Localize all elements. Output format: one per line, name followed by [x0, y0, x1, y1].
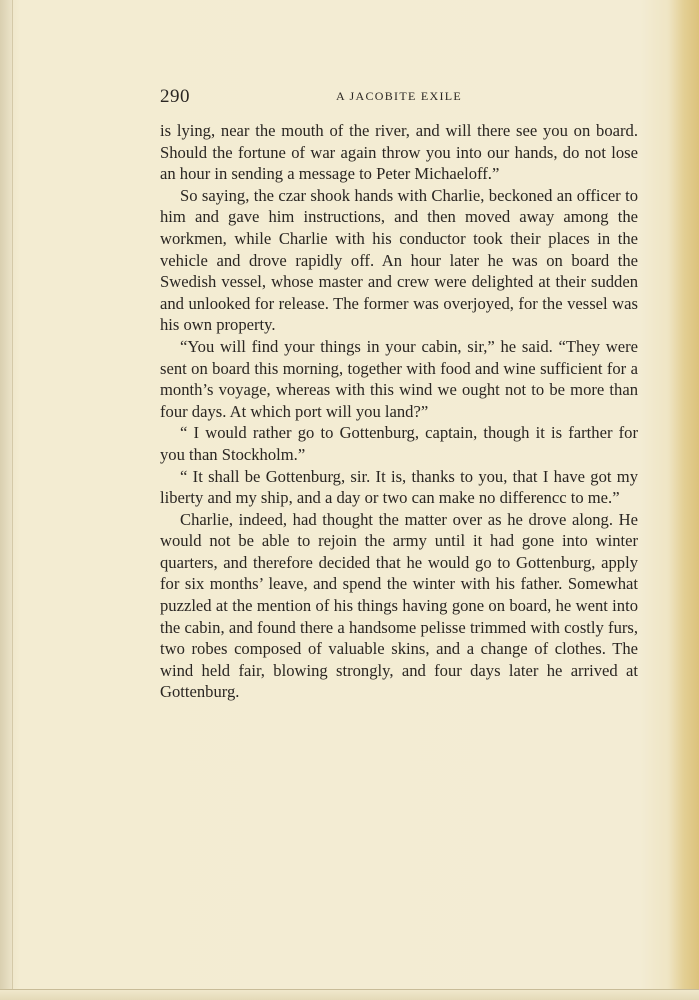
page-body	[160, 120, 638, 703]
page-number: 290	[160, 86, 190, 107]
paragraph: Charlie, indeed, had thought the matter over as he drove along. He would not be able to rejoin the army until it had gone into winter quarters, and therefore decided that he would go to Gottenburg, apply for six months’ leave, and spend the winter with his father. Somewhat puzzled at the mention of his things having gone on board, he went into the cabin, and found there a handsome pelisse trimmed with costly furs, two robes composed of valuable skins, and a change of clothes. The wind held fair, blowing strongly, and four days later he arrived at Gottenburg.	[160, 509, 638, 702]
paragraph: “You will find your things in your cabin, sir,” he said. “They were sent on board this morning, together with food and wine sufficient for a month’s voyage, whereas with this wind we ought not to be more than four days. At which port will you land?”	[160, 336, 638, 421]
page-binding-edge	[0, 0, 13, 1000]
running-title: A JACOBITE EXILE	[335, 89, 463, 103]
paragraph: “ It shall be Gottenburg, sir. It is, thanks to you, that I have got my liberty and my ship, and a day or two can make no differencc to me.”	[160, 466, 638, 508]
page-header	[160, 86, 638, 110]
page-bottom-edge	[0, 989, 699, 1000]
paragraph: “ I would rather go to Gottenburg, captain, though it is farther for you than Stockholm.”	[160, 423, 638, 464]
paragraph: is lying, near the mouth of the river, and will there see you on board. Should the fortune of war again throw you into our hands, do not lose an hour in sending a message to Peter Michaeloff.”	[160, 121, 638, 184]
paragraph: So saying, the czar shook hands with Charlie, beckoned an officer to him and gave him instructions, and then moved away among the workmen, while Charlie with his conductor took their places in the vehicle and drove rapidly off. An hour later he was on board the Swedish vessel, whose master and crew were delighted at their sudden and unlooked for release. The former was overjoyed, for the vessel was his own property.	[160, 185, 638, 335]
